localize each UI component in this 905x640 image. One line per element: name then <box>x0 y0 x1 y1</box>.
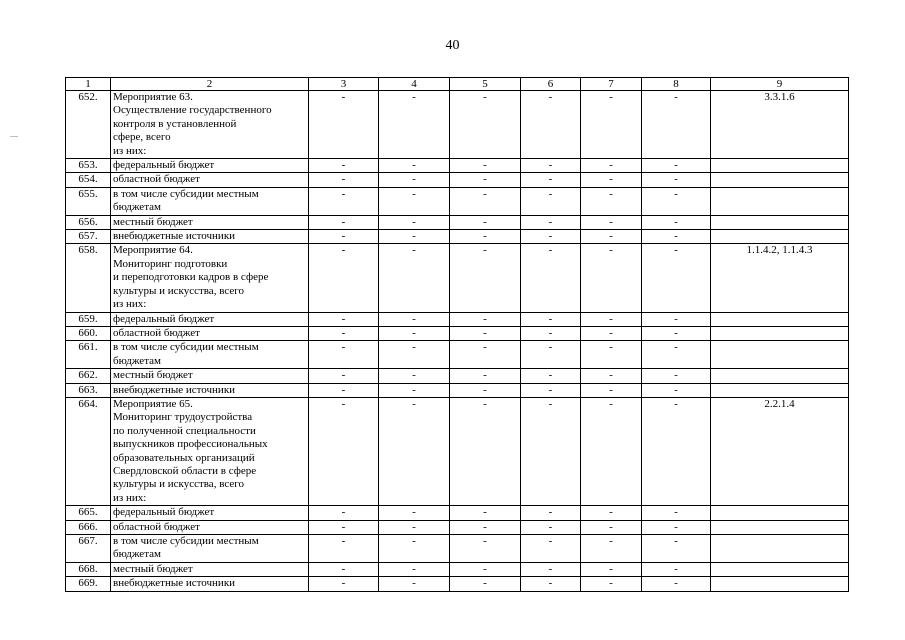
target-code <box>711 159 849 173</box>
row-description <box>111 562 309 576</box>
budget-table <box>65 77 849 592</box>
row-description <box>111 244 309 312</box>
value-cell: - <box>581 159 642 173</box>
value-cell: - <box>581 577 642 591</box>
value-cell: - <box>642 397 711 505</box>
value-cell: - <box>309 520 379 534</box>
description-line: в том числе субсидии местным <box>113 187 259 200</box>
description-line: федеральный бюджет <box>113 506 215 519</box>
column-header: 7 <box>581 78 642 91</box>
value-cell: - <box>521 562 581 576</box>
value-cell: - <box>379 383 450 397</box>
description-line: областной бюджет <box>113 173 200 186</box>
column-header: 6 <box>521 78 581 91</box>
value-cell: - <box>521 230 581 244</box>
row-number: 667. <box>66 535 111 563</box>
value-cell: - <box>521 383 581 397</box>
description-line: Осуществление государственного <box>113 104 272 117</box>
row-number: 668. <box>66 562 111 576</box>
value-cell: - <box>581 187 642 215</box>
target-code: 3.3.1.6 <box>711 91 849 159</box>
value-cell: - <box>379 397 450 505</box>
value-cell: - <box>642 215 711 229</box>
value-cell: - <box>642 577 711 591</box>
value-cell: - <box>581 312 642 326</box>
value-cell: - <box>642 326 711 340</box>
value-cell: - <box>379 535 450 563</box>
row-description <box>111 506 309 520</box>
value-cell: - <box>581 230 642 244</box>
value-cell: - <box>642 159 711 173</box>
target-code <box>711 520 849 534</box>
description-line: областной бюджет <box>113 326 200 339</box>
value-cell: - <box>309 159 379 173</box>
description-line: областной бюджет <box>113 520 200 533</box>
value-cell: - <box>379 159 450 173</box>
table-row <box>66 215 849 229</box>
description-line: в том числе субсидии местным <box>113 535 259 547</box>
column-header: 4 <box>379 78 450 91</box>
value-cell: - <box>581 369 642 383</box>
description-line: из них: <box>113 491 147 504</box>
value-cell: - <box>450 159 521 173</box>
row-description <box>111 397 309 505</box>
value-cell: - <box>450 577 521 591</box>
row-number: 654. <box>66 173 111 187</box>
row-description <box>111 91 309 159</box>
row-number: 658. <box>66 244 111 312</box>
description-line: образовательных организаций <box>113 451 255 464</box>
value-cell: - <box>581 520 642 534</box>
value-cell: - <box>642 562 711 576</box>
value-cell: - <box>450 244 521 312</box>
value-cell: - <box>379 187 450 215</box>
value-cell: - <box>581 397 642 505</box>
target-code <box>711 215 849 229</box>
value-cell: - <box>379 215 450 229</box>
description-line: и переподготовки кадров в сфере <box>113 271 269 284</box>
row-description <box>111 159 309 173</box>
value-cell: - <box>581 562 642 576</box>
description-line: по полученной специальности <box>113 424 256 437</box>
table-row <box>66 91 849 159</box>
value-cell: - <box>450 215 521 229</box>
table-row <box>66 369 849 383</box>
row-description <box>111 535 309 563</box>
row-number: 652. <box>66 91 111 159</box>
row-description <box>111 312 309 326</box>
column-header: 2 <box>111 78 309 91</box>
value-cell: - <box>379 326 450 340</box>
value-cell: - <box>521 369 581 383</box>
table-row <box>66 173 849 187</box>
value-cell: - <box>642 341 711 369</box>
description-line: сфере, всего <box>113 131 171 144</box>
row-description <box>111 369 309 383</box>
row-number: 663. <box>66 383 111 397</box>
target-code <box>711 341 849 369</box>
value-cell: - <box>450 173 521 187</box>
value-cell: - <box>642 369 711 383</box>
value-cell: - <box>450 383 521 397</box>
description-line: в том числе субсидии местным <box>113 341 259 354</box>
column-header: 1 <box>66 78 111 91</box>
value-cell: - <box>642 383 711 397</box>
value-cell: - <box>450 506 521 520</box>
row-description <box>111 577 309 591</box>
value-cell: - <box>581 215 642 229</box>
value-cell: - <box>521 520 581 534</box>
value-cell: - <box>379 506 450 520</box>
value-cell: - <box>309 91 379 159</box>
value-cell: - <box>309 369 379 383</box>
description-line: Мониторинг подготовки <box>113 257 228 270</box>
value-cell: - <box>379 562 450 576</box>
description-line: из них: <box>113 144 147 157</box>
value-cell: - <box>581 535 642 563</box>
target-code <box>711 369 849 383</box>
value-cell: - <box>581 91 642 159</box>
description-line: из них: <box>113 298 147 311</box>
value-cell: - <box>521 312 581 326</box>
value-cell: - <box>379 91 450 159</box>
value-cell: - <box>309 312 379 326</box>
value-cell: - <box>309 173 379 187</box>
table-row <box>66 535 849 563</box>
value-cell: - <box>521 397 581 505</box>
value-cell: - <box>379 230 450 244</box>
value-cell: - <box>521 535 581 563</box>
description-line: Мониторинг трудоустройства <box>113 411 253 424</box>
column-header: 8 <box>642 78 711 91</box>
column-header: 9 <box>711 78 849 91</box>
row-description <box>111 230 309 244</box>
target-code <box>711 326 849 340</box>
value-cell: - <box>521 506 581 520</box>
row-description <box>111 383 309 397</box>
target-code <box>711 173 849 187</box>
column-header-row <box>66 78 849 91</box>
value-cell: - <box>450 187 521 215</box>
target-code <box>711 187 849 215</box>
row-number: 662. <box>66 369 111 383</box>
target-code <box>711 312 849 326</box>
value-cell: - <box>521 173 581 187</box>
value-cell: - <box>521 187 581 215</box>
value-cell: - <box>309 244 379 312</box>
target-code: 2.2.1.4 <box>711 397 849 505</box>
table-row <box>66 562 849 576</box>
value-cell: - <box>521 326 581 340</box>
table-row <box>66 312 849 326</box>
table-row <box>66 520 849 534</box>
value-cell: - <box>450 535 521 563</box>
row-description <box>111 187 309 215</box>
value-cell: - <box>450 369 521 383</box>
value-cell: - <box>379 341 450 369</box>
value-cell: - <box>581 173 642 187</box>
value-cell: - <box>642 520 711 534</box>
value-cell: - <box>521 341 581 369</box>
row-number: 655. <box>66 187 111 215</box>
target-code <box>711 230 849 244</box>
value-cell: - <box>379 369 450 383</box>
value-cell: - <box>450 397 521 505</box>
value-cell: - <box>450 520 521 534</box>
value-cell: - <box>309 341 379 369</box>
column-header: 5 <box>450 78 521 91</box>
scan-artifact <box>10 136 18 137</box>
value-cell: - <box>642 173 711 187</box>
table-row <box>66 341 849 369</box>
value-cell: - <box>581 341 642 369</box>
description-line: бюджетам <box>113 201 161 214</box>
description-line: бюджетам <box>113 548 161 561</box>
value-cell: - <box>450 562 521 576</box>
value-cell: - <box>581 326 642 340</box>
value-cell: - <box>521 577 581 591</box>
value-cell: - <box>309 506 379 520</box>
description-line: контроля в установленной <box>113 117 237 130</box>
column-header: 3 <box>309 78 379 91</box>
description-line: Мероприятие 65. <box>113 397 193 410</box>
table-row <box>66 326 849 340</box>
description-line: Мероприятие 63. <box>113 91 193 103</box>
row-description <box>111 341 309 369</box>
value-cell: - <box>379 173 450 187</box>
value-cell: - <box>642 506 711 520</box>
value-cell: - <box>642 244 711 312</box>
value-cell: - <box>642 91 711 159</box>
value-cell: - <box>521 244 581 312</box>
description-line: внебюджетные источники <box>113 577 236 590</box>
value-cell: - <box>309 383 379 397</box>
description-line: Свердловской области в сфере <box>113 464 257 477</box>
value-cell: - <box>309 326 379 340</box>
table-row <box>66 506 849 520</box>
description-line: местный бюджет <box>113 562 193 575</box>
row-number: 665. <box>66 506 111 520</box>
row-number: 664. <box>66 397 111 505</box>
value-cell: - <box>379 312 450 326</box>
row-number: 657. <box>66 230 111 244</box>
value-cell: - <box>581 506 642 520</box>
row-number: 661. <box>66 341 111 369</box>
value-cell: - <box>309 230 379 244</box>
target-code: 1.1.4.2, 1.1.4.3 <box>711 244 849 312</box>
table-body <box>66 78 849 592</box>
value-cell: - <box>379 520 450 534</box>
value-cell: - <box>642 230 711 244</box>
description-line: федеральный бюджет <box>113 159 215 172</box>
value-cell: - <box>379 244 450 312</box>
value-cell: - <box>642 187 711 215</box>
table-row <box>66 244 849 312</box>
page-number: 40 <box>445 38 460 53</box>
value-cell: - <box>450 341 521 369</box>
row-description <box>111 215 309 229</box>
description-line: федеральный бюджет <box>113 312 215 325</box>
description-line: выпускников профессиональных <box>113 438 268 451</box>
description-line: внебюджетные источники <box>113 383 236 396</box>
description-line: внебюджетные источники <box>113 230 236 243</box>
row-number: 659. <box>66 312 111 326</box>
target-code <box>711 535 849 563</box>
table-row <box>66 187 849 215</box>
value-cell: - <box>309 397 379 505</box>
row-number: 660. <box>66 326 111 340</box>
value-cell: - <box>309 535 379 563</box>
target-code <box>711 383 849 397</box>
target-code <box>711 577 849 591</box>
value-cell: - <box>379 577 450 591</box>
description-line: бюджетам <box>113 354 161 367</box>
description-line: культуры и искусства, всего <box>113 284 244 297</box>
description-line: местный бюджет <box>113 369 193 382</box>
target-code <box>711 562 849 576</box>
row-number: 666. <box>66 520 111 534</box>
target-code <box>711 506 849 520</box>
value-cell: - <box>450 326 521 340</box>
value-cell: - <box>309 562 379 576</box>
row-description <box>111 520 309 534</box>
row-number: 656. <box>66 215 111 229</box>
table-row <box>66 397 849 505</box>
description-line: культуры и искусства, всего <box>113 478 244 491</box>
table-row <box>66 159 849 173</box>
row-number: 669. <box>66 577 111 591</box>
value-cell: - <box>642 535 711 563</box>
value-cell: - <box>450 91 521 159</box>
value-cell: - <box>642 312 711 326</box>
description-line: местный бюджет <box>113 215 193 228</box>
description-line: Мероприятие 64. <box>113 244 193 257</box>
table-row <box>66 383 849 397</box>
value-cell: - <box>309 577 379 591</box>
value-cell: - <box>521 159 581 173</box>
row-number: 653. <box>66 159 111 173</box>
table-row <box>66 230 849 244</box>
value-cell: - <box>450 312 521 326</box>
value-cell: - <box>309 215 379 229</box>
table-row <box>66 577 849 591</box>
row-description <box>111 173 309 187</box>
value-cell: - <box>581 383 642 397</box>
row-description <box>111 326 309 340</box>
value-cell: - <box>521 91 581 159</box>
value-cell: - <box>309 187 379 215</box>
value-cell: - <box>521 215 581 229</box>
value-cell: - <box>450 230 521 244</box>
value-cell: - <box>581 244 642 312</box>
